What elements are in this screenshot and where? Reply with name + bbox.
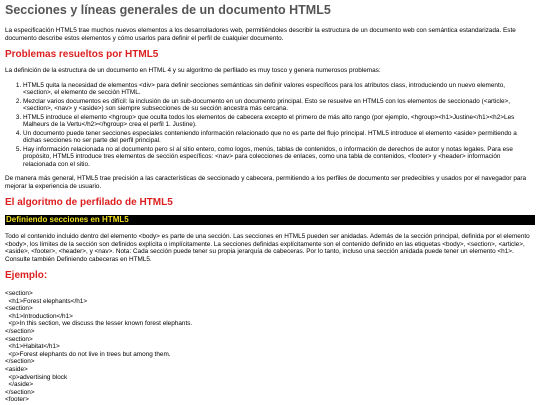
example-heading: Ejemplo: [5, 270, 48, 281]
problems-list [5, 82, 535, 169]
code-line: <p>In this section, we discuss the lesser known forest elephants. [5, 320, 193, 328]
section-heading-algorithm: El algoritmo de perfilado de HTML5 [5, 197, 173, 208]
code-line: <footer> [5, 396, 29, 404]
code-line: <section> [5, 290, 33, 297]
page-title: Secciones y líneas generales de un documento HTML5 [5, 3, 331, 17]
list-item: 3. HTML5 introduce el elemento <hgroup> que oculta todos los elementos de cabecera excepto el primero de más alto rango (por ejemplo, <hgroup><h1>Justine</h1><h2>Les Malheurs de la Vertu</h2></hgroup> crea el perfil 1. Justine). [23, 114, 535, 129]
code-line: <h1>Introduction</h1> [5, 312, 73, 320]
code-line: <section> [5, 305, 33, 313]
list-item: 2. Mezclar varios documentos es difícil: la inclusión de un sub-documento en un documento principal. Esto se resuelve en HTML5 con los elementos de seccionado (<article>, <section>, <nav> y <aside>) son siempre subsecciones de su sección ancestra más cercana. [23, 98, 535, 113]
code-line: <p>Forest elephants do not live in trees but among them. [5, 350, 171, 358]
code-example [5, 290, 535, 404]
code-line: </aside> [5, 381, 34, 389]
intro-paragraph: La especificación HTML5 trae muchos nuevos elementos a los desarrolladores web, permitiéndoles describir la estructura de un documento web con semántica estandarizada. Este documento describe estos elementos y cómo usarlos para definir el perfil de cualquier documento. [5, 27, 516, 42]
problems-lead: La definición de la estructura de un documento en HTML 4 y su algoritmo de perfilado es muy tosco y genera numerosos problemas: [5, 67, 381, 74]
subsection-bar-defining-sections: Definiendo secciones en HTML5 [5, 215, 535, 225]
section-heading-problems: Problemas resueltos por HTML5 [5, 49, 159, 60]
code-line: </section> [5, 388, 35, 396]
list-item: 1. HTML5 quita la necesidad de elementos <div> para definir secciones semánticas sin definir valores específicos para los atributos class, introduciendo un nuevo elemento, <section>, el elemento de sección HTML. [23, 82, 535, 97]
code-line: <h1>Habitat</h1> [5, 343, 60, 351]
problems-closing: De manera más general, HTML5 trae precisión a las características de seccionado y cabecera, permitiendo a los perfiles de documento ser predecibles y usados por el navegador para mejorar la experiencia de usuario. [5, 175, 527, 190]
code-line: </section> [5, 358, 35, 366]
code-line: <h1>Forest elephants</h1> [5, 297, 88, 305]
code-line: <section> [5, 335, 33, 343]
code-line: </section> [5, 327, 35, 335]
code-line: <p>advertising block [5, 373, 68, 381]
code-line: <aside> [5, 365, 28, 373]
list-item: 4. Un documento puede tener secciones especiales conteniendo información relacionado que no es parte del flujo principal. HTML5 introduce el elemento <aside> permitiendo a dichas secciones no ser parte del perfil principal. [23, 130, 535, 145]
algorithm-body: Todo el contenido incluido dentro del elemento <body> es parte de una sección. Las secciones en HTML5 pueden ser anidadas. Además de la sección principal, definida por el elemento <body>, los límites de la sección son definidos explícita o implícitamente. La secciones definidas explícitamente son el contenido definido en las etiquetas <body>, <section>, <article>, <aside>, <footer>, <header>, y <nav>. Nota: Cada sección puede tener su propia jerarquía de cabeceras. Por lo tanto, incluso una sección anidada puede tener un elemento <h1>. Consulte también Definiendo cabeceras en HTML5. [5, 233, 530, 263]
list-item: 5. Hay información relacionada no al documento pero sí al sitio entero, como logos, menús, tablas de contenidos, o información de derechos de autor y notas legales. Para ese propósito, HTML5 introduce tres elementos de sección específicos: <nav> para colecciones de enlaces, como una tabla de contenidos, <footer> y <header> información relacionada con el sitio. [23, 146, 535, 169]
